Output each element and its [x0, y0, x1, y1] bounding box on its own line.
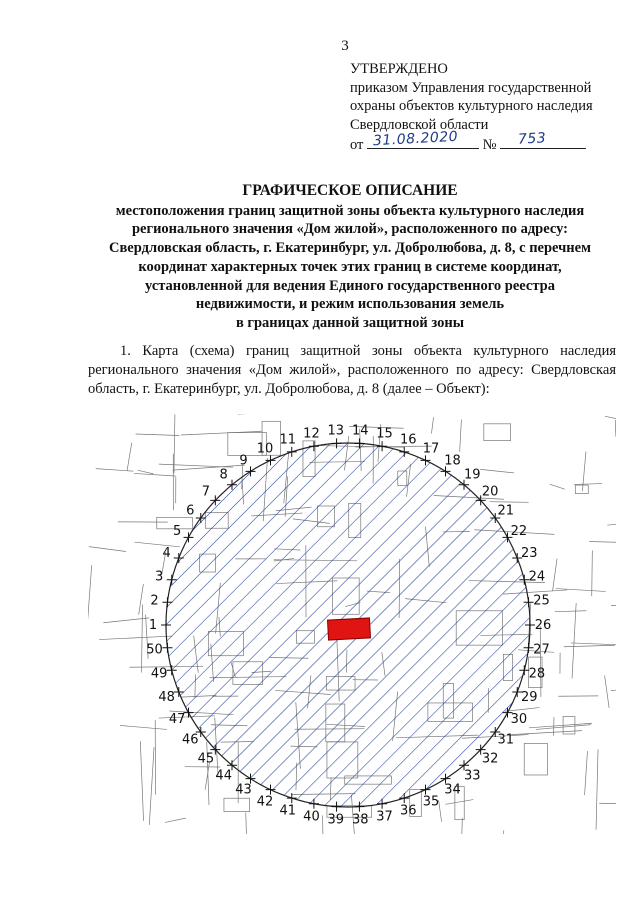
boundary-point-label: 17: [422, 441, 440, 457]
boundary-point-label: 49: [150, 666, 168, 682]
boundary-point-label: 2: [150, 593, 159, 609]
boundary-point-label: 50: [146, 642, 163, 658]
boundary-point-label: 31: [497, 732, 515, 748]
boundary-point-label: 47: [168, 711, 186, 727]
boundary-point-label: 9: [239, 453, 248, 469]
boundary-point-label: 44: [215, 768, 232, 784]
number-field: [500, 129, 586, 149]
boundary-point-label: 39: [327, 812, 345, 828]
boundary-point-label: 26: [534, 618, 552, 633]
approval-line-1: приказом Управления государственной: [350, 79, 592, 96]
boundary-point-label: 8: [219, 467, 228, 483]
boundary-point-label: 41: [279, 803, 297, 819]
approval-date-line: [350, 128, 593, 155]
boundary-point-label: 6: [186, 503, 195, 519]
approval-line-2: охраны объектов культурного наследия: [350, 98, 593, 114]
heritage-object: [328, 618, 371, 640]
boundary-point-label: 7: [201, 484, 210, 500]
handwritten-number: 753: [517, 129, 547, 148]
boundary-point-label: 20: [481, 484, 499, 500]
boundary-point-label: 29: [521, 689, 538, 705]
boundary-point-label: 11: [279, 432, 297, 448]
boundary-point-label: 5: [172, 524, 182, 540]
approval-heading: УТВЕРЖДЕНО: [350, 61, 448, 77]
boundary-point-label: 32: [481, 751, 499, 767]
title-line: в границах данной защитной зоны: [235, 314, 465, 331]
protection-zone-map: [88, 414, 616, 834]
boundary-point-label: 33: [464, 768, 481, 784]
boundary-point-label: 37: [376, 809, 393, 825]
map-caption-paragraph: 1. Карта (схема) границ защитной зоны объекта культурного наследия регионального значения «Дом жилой», расположенного по адресу: Свердловская область, г. Екатеринбург, ул. Добролюбова, д. 8 (далее – Объект):: [88, 343, 616, 397]
boundary-point-label: 45: [197, 751, 215, 767]
boundary-point-label: 14: [351, 423, 369, 439]
boundary-point-label: 13: [327, 423, 345, 439]
title-heading: ГРАФИЧЕСКОЕ ОПИСАНИЕ: [242, 182, 458, 199]
title-line: координат характерных точек этих границ в системе координат,: [138, 258, 562, 275]
number-label: №: [482, 137, 497, 153]
boundary-point-label: 27: [533, 642, 550, 658]
boundary-point-label: 4: [162, 546, 171, 562]
boundary-point-label: 28: [528, 666, 546, 682]
date-field: [367, 128, 479, 149]
boundary-point-label: 16: [399, 432, 417, 448]
boundary-point-label: 19: [464, 467, 481, 483]
boundary-point-label: 24: [528, 569, 546, 585]
boundary-point-label: 23: [521, 546, 538, 562]
boundary-point-label: 12: [303, 426, 320, 442]
boundary-point-label: 42: [256, 794, 274, 810]
boundary-point-label: 10: [256, 441, 274, 457]
title-line: недвижимости, и режим использования земель: [195, 296, 505, 313]
boundary-point-label: 34: [444, 782, 461, 798]
boundary-point-label: 48: [158, 689, 175, 705]
title-line: установленной для ведения Единого государственного реестра: [145, 277, 555, 294]
page-number: 3: [341, 38, 349, 54]
boundary-point-label: 36: [399, 803, 417, 819]
title-line: регионального значения «Дом жилой», расположенного по адресу:: [131, 221, 568, 238]
boundary-point-label: 3: [154, 569, 164, 585]
boundary-point-label: 35: [422, 794, 440, 810]
boundary-point-label: 21: [497, 503, 515, 519]
boundary-point-label: 40: [303, 809, 320, 825]
title-line: местоположения границ защитной зоны объекта культурного наследия: [115, 202, 585, 219]
boundary-point-label: 22: [510, 524, 528, 540]
boundary-point-label: 1: [148, 618, 158, 633]
boundary-point-label: 30: [510, 711, 528, 727]
boundary-point-label: 38: [351, 812, 369, 828]
boundary-point-label: 15: [376, 426, 393, 442]
boundary-point-label: 18: [444, 453, 461, 469]
handwritten-date: 31.08.2020: [372, 128, 459, 149]
from-label: от: [350, 137, 364, 153]
document-title: [60, 182, 640, 333]
boundary-point-label: 46: [181, 732, 199, 748]
approval-line-3: Свердловской области: [350, 116, 489, 133]
boundary-point-label: 43: [235, 782, 252, 798]
boundary-point-label: 25: [533, 593, 550, 609]
approval-block: [350, 60, 593, 155]
title-line: Свердловская область, г. Екатеринбург, ул. Добролюбова, д. 8, с перечнем: [109, 240, 591, 257]
